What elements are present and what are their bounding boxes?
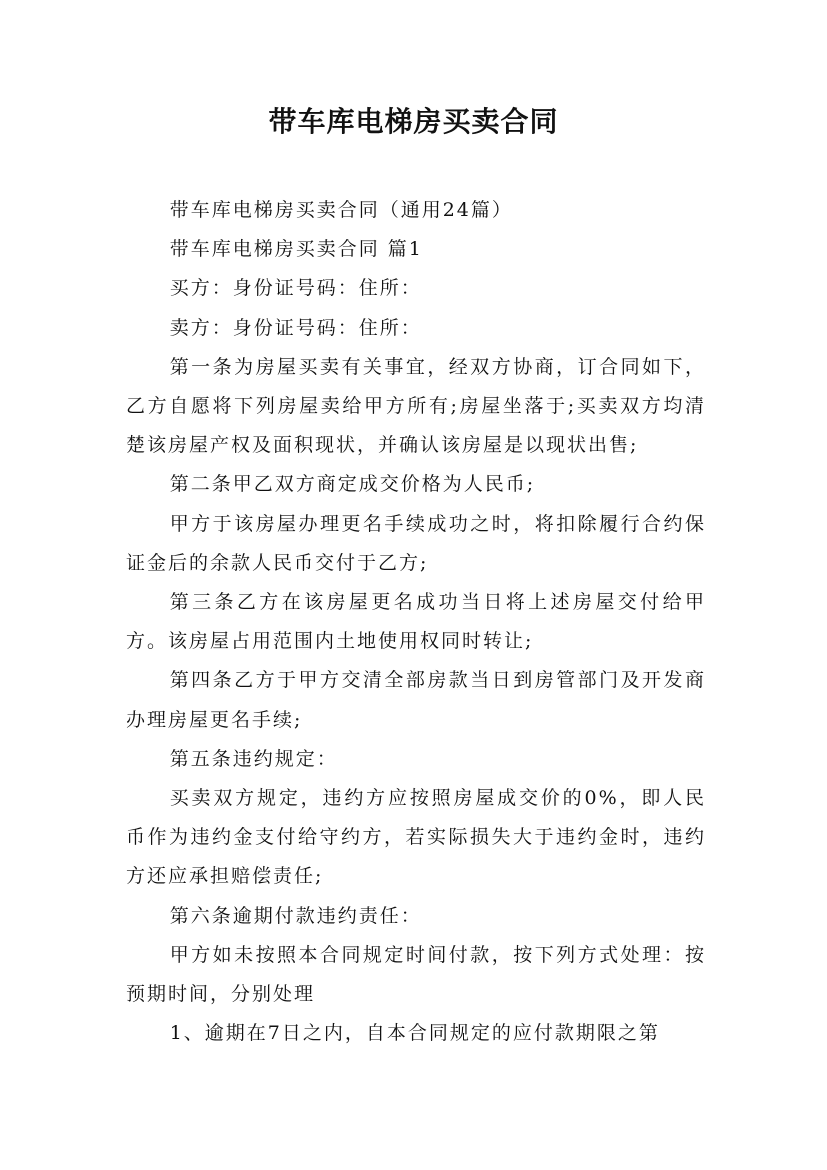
document-title: 带车库电梯房买卖合同 (268, 105, 559, 138)
document-body (126, 191, 706, 1053)
paragraph-article-5: 第五条违约规定： (169, 747, 338, 770)
paragraph-article-3: 第三条乙方在该房屋更名成功当日将上述房屋交付给甲方。该房屋占用范围内土地使用权同时转让; (126, 591, 706, 653)
paragraph-article-6-detail: 甲方如未按照本合同规定时间付款，按下列方式处理：按预期时间，分别处理 (126, 943, 706, 1006)
paragraph-article-1: 第一条为房屋买卖有关事宜，经双方协商，订合同如下，乙方自愿将下列房屋卖给甲方所有;房屋坐落于;买卖双方均清楚该房屋产权及面积现状，并确认该房屋是以现状出售; (126, 355, 706, 457)
paragraph-buyer: 买方：身份证号码：住所： (169, 277, 422, 300)
paragraph-article-2-payment: 甲方于该房屋办理更名手续成功之时，将扣除履行合约保证金后的余款人民币交付于乙方; (126, 512, 706, 574)
paragraph-article-4: 第四条乙方于甲方交清全部房款当日到房管部门及开发商办理房屋更名手续; (126, 669, 706, 731)
paragraph-seller: 卖方：身份证号码：住所： (169, 316, 422, 339)
paragraph-article-6-item-1: 1、逾期在7日之内，自本合同规定的应付款期限之第 (169, 1022, 660, 1045)
paragraph-article-5-detail: 买卖双方规定，违约方应按照房屋成交价的0%，即人民币作为违约金支付给守约方，若实际损失大于违约金时，违约方还应承担赔偿责任; (126, 787, 706, 888)
paragraph-article-2: 第二条甲乙双方商定成交价格为人民币; (169, 473, 536, 496)
paragraph-subtitle: 带车库电梯房买卖合同（通用24篇） (169, 199, 513, 221)
paragraph-article-6: 第六条逾期付款违约责任： (169, 904, 422, 927)
paragraph-section-heading: 带车库电梯房买卖合同 篇1 (169, 238, 423, 261)
